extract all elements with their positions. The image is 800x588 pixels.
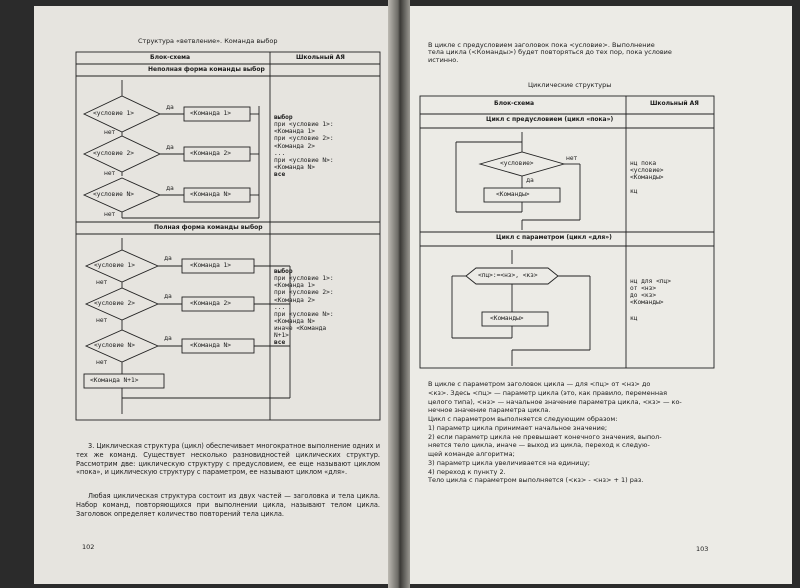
- text-line: 3) параметр цикла увеличивается на единицу;: [428, 458, 590, 467]
- label-full-cond1: <условие 1>: [94, 262, 135, 269]
- code-line: ...: [274, 303, 286, 311]
- full-yes-3: да: [164, 335, 172, 342]
- yes-label-2: да: [166, 144, 174, 151]
- code-line: [630, 307, 671, 315]
- label-cond2: <условие 2>: [93, 150, 134, 157]
- code-line: кц: [630, 188, 638, 196]
- right-page-title: Циклические структуры: [528, 81, 612, 89]
- right-page: [404, 6, 792, 584]
- code-line: <Команда N>: [274, 317, 315, 325]
- label-full-condN: <условие N>: [94, 342, 135, 349]
- while-header: Цикл с предусловием (цикл «пока»): [486, 116, 614, 123]
- code-full: [274, 268, 334, 346]
- full-no-2: нет: [96, 317, 108, 324]
- intro-line: В цикле с предусловием заголовок пока <условие>. Выполнение: [428, 41, 655, 49]
- while-commands-label: <Команды>: [496, 191, 530, 198]
- no-label-1: нет: [104, 129, 116, 136]
- label-cond1: <условие 1>: [93, 110, 134, 117]
- label-condN: <условие N>: [93, 191, 134, 198]
- for-head-label: <пц>:=<нз>, <кз>: [478, 272, 538, 279]
- left-page-title: Структура «ветвление». Команда выбор: [138, 37, 278, 45]
- code-line: при <условие N>:: [274, 310, 334, 318]
- no-label-2: нет: [104, 170, 116, 177]
- label-cmdN: <Команда N>: [190, 191, 231, 198]
- while-cond-label: <условие>: [500, 160, 534, 167]
- code-line: N+1>: [274, 332, 289, 340]
- code-line: <Команда N>: [274, 163, 315, 171]
- paragraph-cycles: 3. Циклическая структура (цикл) обеспечивает многократное выполнение одних и тех же команд. Существует несколько разновидностей циклических структур. Рассмотрим две: циклическую структуру с предусловием, ее еще называют циклом «пока», и циклическую структуру с параметром, ее называют циклом «для».: [76, 442, 380, 477]
- text-line: 1) параметр цикла принимает начальное значение;: [428, 423, 608, 432]
- left-col-school-header: Школьный АЯ: [296, 54, 345, 61]
- code-line: выбор: [274, 114, 293, 121]
- paragraph-loop-parts: Любая циклическая структура состоит из двух частей — заголовка и тела цикла. Набор команд, повторяющихся при выполнении цикла, называют телом цикла. Заголовок определяет количество повторений тела цикла.: [76, 492, 380, 518]
- right-body-text: [428, 380, 682, 485]
- code-line: до <кз>: [630, 292, 657, 300]
- for-commands-label: <Команды>: [490, 315, 524, 322]
- label-cmd2: <Команда 2>: [190, 150, 231, 157]
- right-col-block-header: Блок-схема: [494, 100, 535, 107]
- code-line: при <условие 2>:: [274, 289, 334, 297]
- text-line: <кз>. Здесь <пц> — параметр цикла (это, как правило, переменная: [428, 388, 667, 397]
- code-line: <Команда 2>: [274, 142, 315, 150]
- code-for: [630, 278, 671, 322]
- text-line: 2) если параметр цикла не превышает конечного значения, выпол-: [428, 432, 662, 441]
- intro-line: истинно.: [428, 55, 459, 64]
- code-line: иначе <Команда: [274, 325, 327, 332]
- code-line: <Команды>: [630, 174, 664, 182]
- text-line: щей команде алгоритма;: [428, 450, 515, 459]
- left-col-block-header: Блок-схема: [150, 54, 191, 61]
- page-number-right: 103: [696, 545, 709, 553]
- left-page: [34, 6, 394, 584]
- code-line: при <условие 1>:: [274, 275, 334, 283]
- full-no-3: нет: [96, 359, 108, 366]
- code-line: нц для <пц>: [630, 278, 671, 285]
- full-yes-2: да: [164, 293, 172, 300]
- code-line: все: [274, 339, 286, 347]
- label-cmdN1: <Команда N+1>: [90, 377, 139, 384]
- code-line: <Команда 1>: [274, 282, 315, 290]
- right-flowchart-table: [404, 6, 792, 584]
- code-line: при <условие 1>:: [274, 121, 334, 129]
- page-number-left: 102: [82, 543, 95, 551]
- text-line: нечное значение параметра цикла.: [428, 406, 551, 415]
- code-line: все: [274, 171, 286, 178]
- text-line: В цикле с параметром заголовок цикла — для <пц> от <нз> до: [428, 380, 651, 388]
- text-line: 4) переход к пункту 2.: [428, 467, 506, 476]
- label-full-cmd2: <Команда 2>: [190, 300, 231, 307]
- code-line: кц: [630, 314, 638, 322]
- code-line: [630, 181, 664, 188]
- text-line: Тело цикла с параметром выполняется (<кз> - <нз> + 1) раз.: [428, 476, 644, 485]
- full-no-1: нет: [96, 279, 108, 286]
- label-cmd1: <Команда 1>: [190, 110, 231, 117]
- label-full-cmd1: <Команда 1>: [190, 262, 231, 269]
- code-line: <условие>: [630, 167, 664, 175]
- yes-label-3: да: [166, 185, 174, 192]
- label-full-cmdN: <Команда N>: [190, 342, 231, 349]
- text-line: целого типа), <нз> — начальное значение параметра цикла, <кз> — ко-: [428, 397, 682, 406]
- full-form-header: Полная форма команды выбор: [154, 224, 263, 231]
- book-spine: [388, 0, 410, 588]
- code-line: ...: [274, 149, 286, 157]
- code-line: выбор: [274, 268, 293, 275]
- yes-label-1: да: [166, 104, 174, 111]
- code-line: при <условие N>:: [274, 156, 334, 164]
- code-line: нц пока: [630, 160, 657, 167]
- incomplete-form-header: Неполная форма команды выбор: [148, 66, 265, 73]
- for-header: Цикл с параметром (цикл «для»): [496, 234, 612, 241]
- while-no-label: нет: [566, 155, 578, 162]
- no-label-3: нет: [104, 211, 116, 218]
- code-line: при <условие 2>:: [274, 135, 334, 143]
- code-while: [630, 160, 664, 196]
- right-col-school-header: Школьный АЯ: [650, 100, 699, 107]
- text-line: няется тело цикла, иначе — выход из цикла, переход к следую-: [428, 441, 650, 450]
- code-line: <Команда 1>: [274, 128, 315, 136]
- text-line: Цикл с параметром выполняется следующим образом:: [428, 415, 618, 424]
- code-incomplete: [274, 114, 334, 178]
- code-line: <Команда 2>: [274, 296, 315, 304]
- label-full-cond2: <условие 2>: [94, 300, 135, 307]
- code-line: <Команды>: [630, 299, 664, 307]
- full-yes-1: да: [164, 255, 172, 262]
- intro-line: тела цикла (<Команды>) будет повторяться до тех пор, пока условие: [428, 48, 672, 57]
- while-yes-label: да: [526, 177, 534, 184]
- code-line: от <нз>: [630, 285, 657, 293]
